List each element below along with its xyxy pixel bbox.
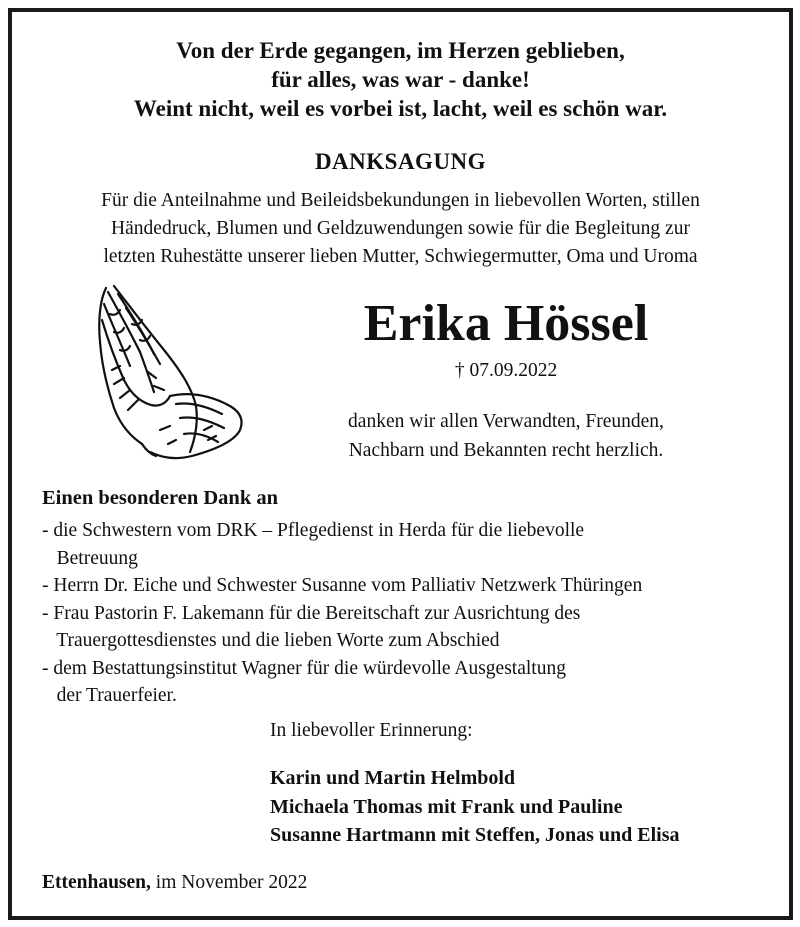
place: Ettenhausen, [42,872,151,893]
list-item: Betreuung [42,547,138,569]
praying-hands-icon [84,280,246,470]
thanks-line: danken wir allen Verwandten, Freunden, [348,411,664,432]
intro-line: Händedruck, Blumen und Geldzuwendungen sowie für die Begleitung zur [111,218,690,239]
date: im November 2022 [150,872,308,893]
signer: Susanne Hartmann mit Steffen, Jonas und Elisa [270,824,680,846]
motto-line: Weint nicht, weil es vorbei ist, lacht, weil es schön war. [133,96,668,121]
list-item: der Trauerfeier. [42,685,177,706]
list-item: - dem Bestattungsinstitut Wagner für die würdevolle Ausgestaltung [42,657,566,679]
signer: Karin und Martin Helmbold [270,767,516,789]
motto-line: Von der Erde gegangen, im Herzen geblieben, [176,38,625,63]
death-date: † 07.09.2022 [454,360,558,381]
thanks-line: Nachbarn und Bekannten recht herzlich. [348,440,664,461]
motto [12,36,789,123]
signers [270,764,680,850]
special-thanks-list [42,517,782,710]
list-item: Trauergottesdienstes und die lieben Worte zum Abschied [42,630,500,651]
signer: Michaela Thomas mit Frank und Pauline [270,795,623,818]
obituary-card [8,8,793,920]
list-item: - die Schwestern vom DRK – Pflegedienst in Herda für die liebevolle [42,520,585,541]
intro-line: Für die Anteilnahme und Beileidsbekundungen in liebevollen Worten, stillen [101,190,700,211]
intro-text [12,187,789,271]
place-date [42,872,307,894]
deceased-name: Erika Hössel [363,295,649,352]
intro-line: letzten Ruhestätte unserer lieben Mutter, Schwiegermutter, Oma und Uroma [103,246,698,267]
special-thanks-title: Einen besonderen Dank an [42,487,279,509]
motto-line: für alles, was war - danke! [271,67,530,92]
remembrance-line: In liebevoller Erinnerung: [270,720,473,741]
heading-danksagung: DANKSAGUNG [314,149,487,174]
list-item: - Frau Pastorin F. Lakemann für die Bereitschaft zur Ausrichtung des [42,602,581,624]
list-item: - Herrn Dr. Eiche und Schwester Susanne vom Palliativ Netzwerk Thüringen [42,575,643,596]
thanks-text [296,407,716,465]
